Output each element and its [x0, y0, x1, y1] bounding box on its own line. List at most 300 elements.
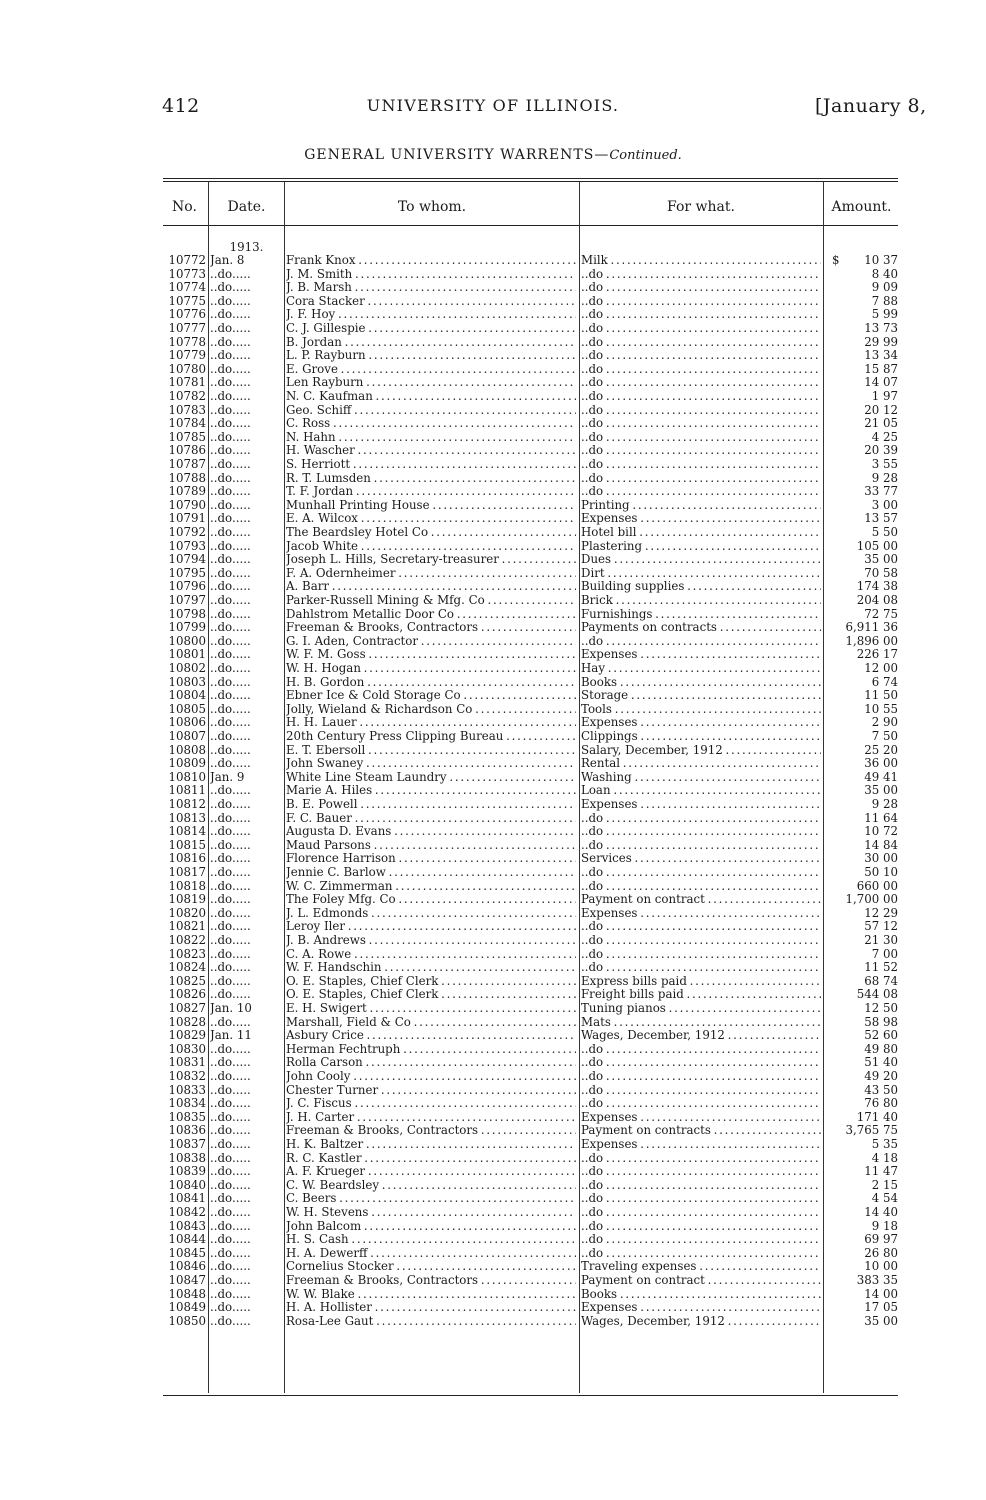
cell-for-what-text: Loan . . . — [581, 784, 821, 797]
cell-for-what — [581, 1002, 821, 1016]
cell-to-whom-text: C. Beers . . . — [286, 1192, 576, 1205]
cell-for-what — [581, 771, 821, 785]
cell-to-whom — [286, 812, 576, 826]
table-row — [163, 1029, 898, 1043]
cell-date — [210, 1016, 283, 1030]
cell-to-whom-text: E. Grove . . . — [286, 363, 576, 376]
cell-amount — [825, 744, 898, 758]
cell-to-whom — [286, 1274, 576, 1288]
cell-no — [163, 1301, 206, 1315]
cell-for-what — [581, 825, 821, 839]
cell-date-text: ..do..... — [210, 1233, 251, 1247]
cell-no — [163, 376, 206, 390]
cell-amount — [825, 594, 898, 608]
cell-no-text: 10821 — [168, 920, 206, 934]
cell-amount-text: 174 38 — [856, 580, 898, 594]
table-row — [163, 920, 898, 934]
cell-for-what — [581, 404, 821, 418]
cell-for-what — [581, 485, 821, 499]
cell-for-what-text: ..do . . . — [581, 390, 821, 403]
cell-date-text: Jan. 10 — [210, 1002, 252, 1015]
cell-no-text: 10776 — [168, 308, 206, 322]
cell-to-whom-text: Maud Parsons . . . — [286, 839, 576, 852]
cell-for-what-text: Salary, December, 1912 . . . — [581, 744, 821, 757]
cell-date — [210, 485, 283, 499]
cell-date-text: ..do..... — [210, 1192, 251, 1206]
cell-to-whom-text: T. F. Jordan . . . — [286, 485, 576, 498]
cell-for-what-text: Expenses . . . — [581, 907, 821, 920]
cell-amount — [825, 1056, 898, 1070]
cell-amount-text: 36 00 — [864, 757, 898, 771]
column-header-for-what: For what. — [667, 199, 735, 215]
cell-for-what-text: ..do . . . — [581, 485, 821, 498]
cell-no — [163, 526, 206, 540]
cell-amount-text: 15 87 — [864, 362, 898, 376]
cell-amount — [825, 1097, 898, 1111]
cell-date — [210, 431, 283, 445]
cell-date-text: ..do..... — [210, 417, 251, 431]
cell-to-whom — [286, 771, 576, 785]
cell-to-whom-text: R. T. Lumsden . . . — [286, 472, 576, 485]
cell-no-text: 10796 — [168, 580, 206, 594]
cell-no-text: 10773 — [168, 267, 206, 281]
table-row — [163, 485, 898, 499]
cell-for-what — [581, 689, 821, 703]
cell-no-text: 10840 — [168, 1178, 206, 1192]
cell-date-text: ..do..... — [210, 376, 251, 390]
cell-to-whom — [286, 431, 576, 445]
cell-to-whom-text: J. B. Marsh . . . — [286, 281, 576, 294]
table-row — [163, 580, 898, 594]
cell-for-what-text: Expenses . . . — [581, 716, 821, 729]
cell-date-text: ..do..... — [210, 471, 251, 485]
table-title-continued: Continued. — [609, 148, 682, 163]
cell-to-whom — [286, 390, 576, 404]
cell-date — [210, 404, 283, 418]
cell-amount — [825, 444, 898, 458]
cell-for-what-text: ..do . . . — [581, 336, 821, 349]
cell-amount — [825, 512, 898, 526]
cell-amount — [825, 363, 898, 377]
cell-no-text: 10811 — [168, 784, 206, 798]
cell-for-what — [581, 934, 821, 948]
cell-for-what-text: ..do . . . — [581, 308, 821, 321]
table-row — [163, 825, 898, 839]
cell-no — [163, 893, 206, 907]
cell-amount-text: 35 00 — [864, 784, 898, 798]
cell-no — [163, 744, 206, 758]
cell-to-whom-text: White Line Steam Laundry . . . — [286, 771, 576, 784]
cell-date-text: ..do..... — [210, 893, 251, 907]
cell-for-what-text: ..do . . . — [581, 281, 821, 294]
cell-date-text: ..do..... — [210, 1206, 251, 1219]
column-header-date: Date. — [227, 199, 266, 215]
cell-date — [210, 540, 283, 554]
cell-to-whom — [286, 1220, 576, 1234]
cell-no-text: 10831 — [168, 1056, 206, 1070]
cell-to-whom-text: F. C. Bauer . . . — [286, 812, 576, 825]
cell-no-text: 10816 — [168, 852, 206, 866]
cell-amount-text: 20 39 — [864, 444, 898, 458]
cell-for-what-text: Washing . . . — [581, 771, 821, 784]
cell-no-text: 10798 — [168, 607, 206, 621]
cell-date — [210, 1084, 283, 1098]
cell-for-what — [581, 1315, 821, 1329]
cell-to-whom-text: H. Wascher . . . — [286, 444, 576, 457]
cell-date-text: ..do..... — [210, 879, 251, 893]
cell-to-whom — [286, 934, 576, 948]
cell-to-whom-text: E. H. Swigert . . . — [286, 1002, 576, 1015]
cell-amount-text: 4 18 — [871, 1151, 898, 1165]
cell-amount — [825, 376, 898, 390]
cell-amount — [825, 771, 898, 785]
cell-date — [210, 757, 283, 771]
cell-no-text: 10838 — [168, 1151, 206, 1165]
cell-to-whom-text: G. I. Aden, Contractor . . . — [286, 635, 576, 648]
table-row — [163, 363, 898, 377]
cell-no-text: 10806 — [168, 716, 206, 730]
cell-no-text: 10813 — [168, 811, 206, 825]
cell-amount-text: 105 00 — [856, 539, 898, 553]
cell-to-whom — [286, 580, 576, 594]
cell-amount — [825, 825, 898, 839]
cell-date-text: ..do..... — [210, 553, 251, 567]
cell-date — [210, 349, 283, 363]
cell-to-whom — [286, 703, 576, 717]
cell-to-whom-text: W. H. Hogan . . . — [286, 662, 576, 675]
table-row — [163, 948, 898, 962]
cell-no — [163, 1192, 206, 1206]
table-row — [163, 1247, 898, 1261]
cell-amount-text: 12 00 — [864, 662, 898, 675]
cell-date-text: ..do..... — [210, 1083, 251, 1097]
cell-no-text: 10799 — [168, 621, 206, 635]
cell-for-what-text: Traveling expenses . . . — [581, 1260, 821, 1273]
cell-no — [163, 295, 206, 309]
cell-no-text: 10791 — [168, 512, 206, 526]
cell-amount-text: 35 00 — [864, 1314, 898, 1328]
cell-amount — [825, 798, 898, 812]
cell-date — [210, 1111, 283, 1125]
table-row — [163, 1260, 898, 1274]
cell-for-what — [581, 621, 821, 635]
cell-no-text: 10797 — [168, 594, 206, 607]
cell-date-text: ..do..... — [210, 390, 251, 403]
cell-amount — [825, 268, 898, 282]
cell-to-whom-text: O. E. Staples, Chief Clerk . . . — [286, 975, 576, 988]
cell-date — [210, 866, 283, 880]
cell-date-text: ..do..... — [210, 485, 251, 499]
table-row — [163, 621, 898, 635]
cell-for-what — [581, 363, 821, 377]
cell-date — [210, 975, 283, 989]
cell-amount-text: 6 74 — [871, 675, 898, 689]
cell-amount-text: 5 99 — [871, 308, 898, 322]
cell-no — [163, 512, 206, 526]
cell-date — [210, 744, 283, 758]
cell-no-text: 10841 — [168, 1192, 206, 1206]
table-row — [163, 281, 898, 295]
cell-amount — [825, 1152, 898, 1166]
cell-no-text: 10782 — [168, 390, 206, 403]
cell-for-what-text: ..do . . . — [581, 1233, 821, 1246]
cell-for-what — [581, 852, 821, 866]
cell-for-what — [581, 893, 821, 907]
table-row — [163, 1301, 898, 1315]
cell-date-text: ..do..... — [210, 403, 251, 417]
cell-no — [163, 1206, 206, 1220]
cell-amount-text: 12 50 — [864, 1002, 898, 1015]
cell-to-whom-text: B. E. Powell . . . — [286, 798, 576, 811]
cell-date-text: ..do..... — [210, 1246, 251, 1260]
cell-date-text: ..do..... — [210, 281, 251, 295]
cell-amount — [825, 948, 898, 962]
cell-no-text: 10778 — [168, 335, 206, 349]
cell-amount — [825, 1029, 898, 1043]
cell-amount-text: 3,765 75 — [845, 1124, 898, 1138]
cell-amount — [825, 852, 898, 866]
cell-date — [210, 1206, 283, 1220]
table-top-rule-2 — [163, 181, 898, 182]
cell-amount — [825, 499, 898, 513]
table-title-main: GENERAL UNIVERSITY WARRENTS— — [304, 147, 610, 163]
cell-for-what — [581, 1056, 821, 1070]
cell-for-what — [581, 961, 821, 975]
cell-amount-text: 9 09 — [871, 281, 898, 295]
cell-no-text: 10842 — [168, 1206, 206, 1219]
cell-amount — [825, 1138, 898, 1152]
cell-to-whom — [286, 1111, 576, 1125]
cell-no-text: 10836 — [168, 1124, 206, 1138]
cell-amount-text: 49 80 — [864, 1042, 898, 1056]
cell-no — [163, 1111, 206, 1125]
cell-no-text: 10826 — [168, 988, 206, 1002]
cell-amount-text: 14 07 — [864, 376, 898, 390]
cell-for-what-text: Express bills paid . . . — [581, 975, 821, 988]
cell-for-what-text: ..do . . . — [581, 417, 821, 430]
cell-date — [210, 1124, 283, 1138]
cell-for-what-text: Hay . . . — [581, 662, 821, 675]
cell-for-what — [581, 594, 821, 608]
cell-no — [163, 540, 206, 554]
cell-date-text: ..do..... — [210, 906, 251, 920]
table-row — [163, 988, 898, 1002]
table-row — [163, 390, 898, 404]
cell-for-what-text: ..do . . . — [581, 1152, 821, 1165]
cell-date — [210, 635, 283, 649]
cell-amount — [825, 1192, 898, 1206]
cell-to-whom — [286, 1097, 576, 1111]
table-row — [163, 798, 898, 812]
cell-amount-text: 17 05 — [864, 1301, 898, 1315]
table-title — [0, 147, 986, 163]
cell-no-text: 10832 — [168, 1070, 206, 1083]
cell-no — [163, 1220, 206, 1234]
cell-amount — [825, 608, 898, 622]
cell-date — [210, 784, 283, 798]
cell-for-what — [581, 648, 821, 662]
cell-no — [163, 567, 206, 581]
column-header-to-whom: To whom. — [397, 199, 467, 215]
cell-no — [163, 1084, 206, 1098]
cell-for-what — [581, 839, 821, 853]
cell-no — [163, 1274, 206, 1288]
cell-for-what — [581, 281, 821, 295]
table-row — [163, 1056, 898, 1070]
cell-to-whom-text: Jolly, Wieland & Richardson Co . . . — [286, 703, 576, 716]
cell-to-whom — [286, 512, 576, 526]
cell-amount-text: 49 20 — [864, 1070, 898, 1083]
table-row — [163, 1179, 898, 1193]
cell-date-text: ..do..... — [210, 1165, 251, 1179]
cell-date-text: ..do..... — [210, 580, 251, 594]
cell-to-whom-text: Leroy Iler . . . — [286, 920, 576, 933]
cell-for-what-text: Brick . . . — [581, 594, 821, 607]
cell-to-whom-text: S. Herriott . . . — [286, 458, 576, 471]
cell-no — [163, 1260, 206, 1274]
cell-amount-text: 14 40 — [864, 1206, 898, 1219]
cell-no — [163, 254, 206, 268]
cell-amount — [825, 485, 898, 499]
cell-date-text: ..do..... — [210, 974, 251, 988]
cell-amount — [825, 1111, 898, 1125]
cell-to-whom — [286, 988, 576, 1002]
cell-for-what-text: ..do . . . — [581, 948, 821, 961]
table-row — [163, 757, 898, 771]
column-header-no: No. — [172, 199, 197, 215]
cell-amount-text: 2 15 — [871, 1178, 898, 1192]
cell-amount — [825, 526, 898, 540]
cell-date — [210, 1260, 283, 1274]
cell-to-whom-text: J. L. Edmonds . . . — [286, 907, 576, 920]
cell-for-what-text: ..do . . . — [581, 825, 821, 838]
cell-amount-text: 7 88 — [871, 294, 898, 308]
cell-date-text: Jan. 8 — [210, 254, 245, 267]
cell-to-whom-text: E. A. Wilcox . . . — [286, 512, 576, 525]
cell-date — [210, 376, 283, 390]
cell-amount-text: 49 41 — [864, 770, 898, 784]
cell-amount-text: 10 37 — [864, 254, 898, 267]
cell-no — [163, 948, 206, 962]
cell-for-what-text: ..do . . . — [581, 880, 821, 893]
cell-amount-text: 4 25 — [871, 430, 898, 444]
cell-for-what — [581, 417, 821, 431]
header-bottom-rule — [163, 225, 898, 226]
cell-amount-text: 9 28 — [871, 798, 898, 811]
cell-for-what-text: Rental . . . — [581, 757, 821, 770]
cell-no-text: 10846 — [168, 1260, 206, 1274]
table-row — [163, 1138, 898, 1152]
cell-date-text: ..do..... — [210, 1138, 251, 1151]
cell-amount — [825, 648, 898, 662]
table-row — [163, 308, 898, 322]
cell-date — [210, 1247, 283, 1261]
cell-for-what-text: ..do . . . — [581, 376, 821, 389]
cell-for-what — [581, 880, 821, 894]
cell-amount-text: 4 54 — [871, 1192, 898, 1206]
cell-no-text: 10807 — [168, 730, 206, 743]
cell-to-whom — [286, 648, 576, 662]
cell-for-what-text: Dirt . . . — [581, 567, 821, 580]
table-row — [163, 458, 898, 472]
cell-for-what-text: Expenses . . . — [581, 512, 821, 525]
cell-date — [210, 839, 283, 853]
cell-to-whom-text: Dahlstrom Metallic Door Co . . . — [286, 608, 576, 621]
cell-no — [163, 730, 206, 744]
cell-to-whom — [286, 784, 576, 798]
cell-to-whom-text: W. F. Handschin . . . — [286, 961, 576, 974]
cell-to-whom — [286, 1056, 576, 1070]
cell-no-text: 10801 — [168, 648, 206, 662]
cell-date-text: ..do..... — [210, 1151, 251, 1165]
cell-to-whom-text: H. B. Gordon . . . — [286, 676, 576, 689]
cell-date-text: ..do..... — [210, 757, 251, 771]
cell-no-text: 10810 — [168, 770, 206, 784]
cell-to-whom-text: C. W. Beardsley . . . — [286, 1179, 576, 1192]
cell-to-whom — [286, 608, 576, 622]
cell-to-whom — [286, 1301, 576, 1315]
cell-no — [163, 281, 206, 295]
cell-to-whom-text: A. Barr . . . — [286, 580, 576, 593]
cell-for-what-text: Milk . . . — [581, 254, 821, 267]
cell-no — [163, 1043, 206, 1057]
cell-date-text: ..do..... — [210, 920, 251, 934]
cell-amount-text: 51 40 — [864, 1056, 898, 1070]
cell-for-what-text: ..do . . . — [581, 961, 821, 974]
cell-date — [210, 1056, 283, 1070]
cell-no — [163, 322, 206, 336]
cell-date — [210, 1138, 283, 1152]
cell-date-text: ..do..... — [210, 267, 251, 281]
cell-to-whom — [286, 485, 576, 499]
cell-no — [163, 553, 206, 567]
cell-for-what-text: Tools . . . — [581, 703, 821, 716]
cell-date — [210, 390, 283, 404]
cell-date-text: ..do..... — [210, 594, 251, 607]
cell-to-whom — [286, 404, 576, 418]
cell-for-what — [581, 988, 821, 1002]
cell-amount-text: 10 72 — [864, 825, 898, 839]
cell-no-text: 10843 — [168, 1219, 206, 1233]
cell-date-text: ..do..... — [210, 1301, 251, 1315]
cell-date-text: ..do..... — [210, 934, 251, 947]
cell-for-what — [581, 1179, 821, 1193]
cell-amount — [825, 580, 898, 594]
cell-no — [163, 825, 206, 839]
cell-to-whom-text: O. E. Staples, Chief Clerk . . . — [286, 988, 576, 1001]
cell-date — [210, 893, 283, 907]
cell-to-whom — [286, 689, 576, 703]
table-row — [163, 812, 898, 826]
cell-date-text: ..do..... — [210, 689, 251, 703]
cell-for-what-text: ..do . . . — [581, 268, 821, 281]
cell-to-whom-text: Asbury Crice . . . — [286, 1029, 576, 1042]
cell-no-text: 10792 — [168, 526, 206, 539]
cell-amount — [825, 784, 898, 798]
cell-amount — [825, 295, 898, 309]
cell-for-what — [581, 1247, 821, 1261]
cell-to-whom-text: H. A. Hollister . . . — [286, 1301, 576, 1314]
cell-date-text: ..do..... — [210, 784, 251, 798]
cell-for-what — [581, 662, 821, 676]
cell-amount — [825, 689, 898, 703]
cell-to-whom — [286, 1002, 576, 1016]
cell-date-text: ..do..... — [210, 852, 251, 866]
cell-no-text: 10822 — [168, 934, 206, 947]
cell-date-text: ..do..... — [210, 730, 251, 743]
cell-amount — [825, 621, 898, 635]
cell-date — [210, 920, 283, 934]
